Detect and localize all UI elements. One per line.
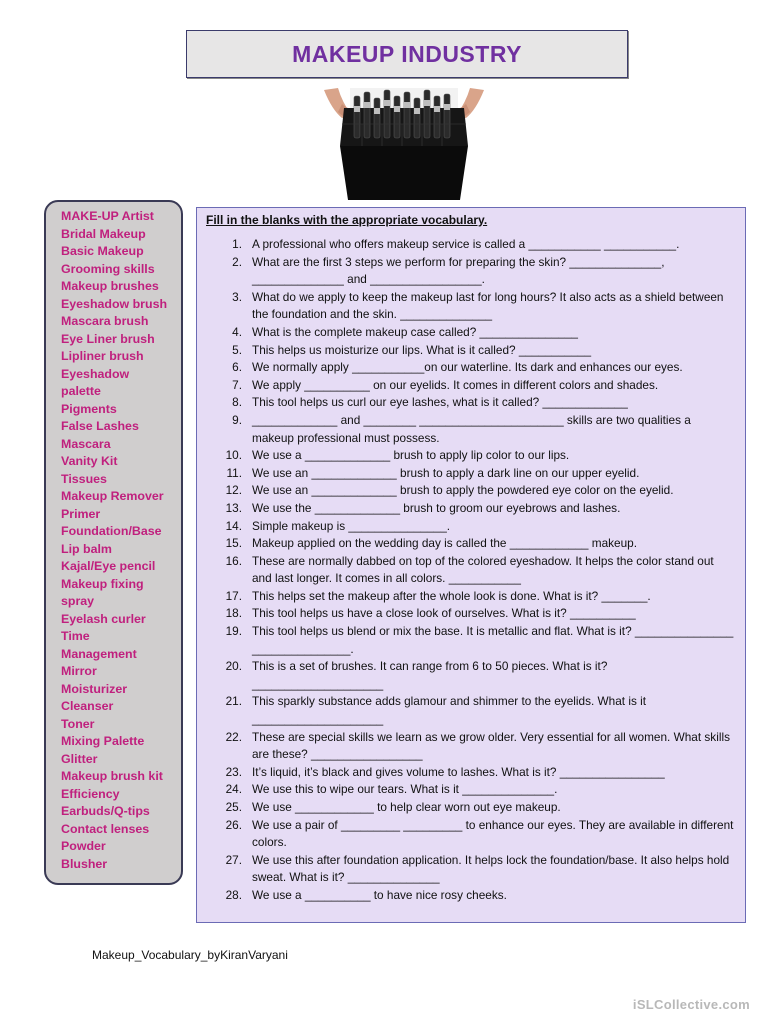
question-number: 2. (232, 254, 242, 269)
vocab-item: Mixing Palette (61, 734, 145, 748)
question-text: This helps set the makeup after the whole look is done. What is it? _______. (252, 588, 651, 603)
question-number: 10. (225, 448, 242, 463)
question-text: What are the first 3 steps we perform for preparing the skin? ______________, ______________ and _________________. (252, 254, 665, 287)
question-text: We use an _____________ brush to apply the powdered eye color on the eyelid. (252, 483, 674, 498)
question-text: We use a _____________ brush to apply lip color to our lips. (252, 448, 570, 463)
question-text: This tool helps us have a close look of ourselves. What is it? __________ (252, 606, 636, 621)
question-item (206, 693, 736, 728)
vocab-item: Efficiency (61, 786, 120, 801)
question-item (206, 605, 736, 623)
vocab-item: Makeup fixing (61, 576, 144, 591)
question-item (206, 377, 736, 395)
question-number: 21. (225, 694, 242, 709)
question-text: Simple makeup is _______________. (252, 518, 451, 533)
question-item (206, 447, 736, 465)
vocabulary-list (61, 208, 181, 873)
vocab-item: Lip balm (61, 541, 112, 556)
question-number: 25. (225, 800, 242, 814)
vocab-item: Kajal/Eye pencil (61, 559, 156, 573)
question-number: 17. (225, 588, 242, 603)
question-item (206, 817, 736, 852)
vocab-item: Grooming skills (61, 261, 155, 276)
vocab-item: MAKE-UP Artist (61, 209, 154, 223)
question-item (206, 289, 736, 324)
question-item (206, 482, 736, 500)
vocab-item: Vanity Kit (61, 454, 118, 468)
question-text: We use a __________ to have nice rosy cheeks. (252, 887, 507, 902)
question-number: 12. (225, 483, 242, 498)
vocab-item: Cleanser (61, 699, 114, 713)
vocab-item: Contact lenses (61, 821, 150, 836)
question-item (206, 518, 736, 536)
footer-credit: Makeup_Vocabulary_byKiranVaryani (92, 948, 288, 962)
question-number: 16. (225, 553, 242, 568)
vocab-item: Primer (61, 506, 101, 521)
vocab-item: Makeup Remover (61, 489, 164, 503)
question-item (206, 623, 736, 658)
question-number: 26. (225, 817, 242, 832)
question-number: 27. (225, 852, 242, 867)
question-number: 28. (225, 887, 242, 902)
question-item (206, 588, 736, 606)
vocab-item: Blusher (61, 856, 108, 871)
question-number: 19. (225, 624, 242, 639)
question-number: 22. (225, 729, 242, 744)
question-number: 3. (232, 289, 242, 304)
question-item (206, 342, 736, 360)
vocab-item: Powder (61, 839, 106, 853)
vocab-item: Makeup brushes (61, 279, 159, 293)
question-text: This sparkly substance adds glamour and shimmer to the eyelids. What is it ____________________ (252, 694, 647, 727)
vocab-item: Time (61, 629, 90, 643)
question-item (206, 887, 736, 905)
page-title: MAKEUP INDUSTRY (292, 41, 522, 67)
question-text: A professional who offers makeup service is called a ___________ ___________. (252, 237, 680, 251)
question-number: 15. (225, 536, 242, 551)
vocab-item: Glitter (61, 751, 98, 766)
question-number: 20. (225, 659, 242, 674)
question-item (206, 535, 736, 553)
question-number: 8. (232, 395, 242, 410)
question-text: Makeup applied on the wedding day is called the ____________ makeup. (252, 536, 637, 551)
vocabulary-list-box (44, 200, 183, 885)
question-number: 13. (225, 500, 242, 515)
makeup-brush-belt-image (320, 88, 488, 200)
vocab-item: Management (61, 646, 137, 661)
question-list (206, 236, 736, 905)
question-text: We use ____________ to help clear worn out eye makeup. (252, 800, 561, 814)
question-text: This tool helps us curl our eye lashes, what is it called? _____________ (252, 395, 628, 410)
question-number: 9. (232, 412, 242, 427)
vocab-item: Makeup brush kit (61, 769, 163, 783)
vocab-item: Eyeshadow (61, 366, 130, 381)
site-watermark: iSLCollective.com (632, 997, 750, 1012)
question-text: We use a pair of _________ _________ to enhance our eyes. They are available in different colors. (252, 817, 734, 850)
vocab-item: Pigments (61, 401, 117, 416)
vocab-item: Moisturizer (61, 681, 128, 696)
question-item (206, 254, 736, 289)
question-number: 11. (226, 465, 242, 480)
vocab-item: Eyelash curler (61, 611, 146, 626)
vocab-item: Earbuds/Q-tips (61, 804, 150, 818)
question-number: 14. (225, 518, 242, 533)
question-number: 24. (225, 782, 242, 797)
vocab-item: palette (61, 384, 101, 398)
question-text: We use the _____________ brush to groom our eyebrows and lashes. (252, 500, 621, 515)
question-item (206, 658, 736, 693)
question-number: 18. (225, 606, 242, 621)
vocab-item: spray (61, 594, 95, 608)
question-text: This is a set of brushes. It can range from 6 to 50 pieces. What is it? ____________________ (252, 659, 608, 691)
question-text: We use this to wipe our tears. What is it ______________. (252, 782, 558, 797)
question-number: 5. (232, 342, 242, 357)
vocab-item: Mascara (61, 436, 111, 451)
question-text: These are special skills we learn as we grow older. Very essential for all women. What skills are these? _________________ (252, 729, 730, 762)
question-text: This tool helps us blend or mix the base. It is metallic and flat. What is it? _______________ _______________. (252, 624, 734, 656)
question-item (206, 324, 736, 342)
questions-box (196, 207, 746, 923)
question-text: _____________ and ________ ______________________ skills are two qualities a makeup professional must possess. (252, 412, 691, 445)
question-item (206, 394, 736, 412)
instructions: Fill in the blanks with the appropriate vocabulary. (206, 213, 488, 227)
vocab-item: Mirror (61, 664, 97, 678)
question-item (206, 359, 736, 377)
question-number: 4. (232, 324, 242, 339)
question-item (206, 500, 736, 518)
question-text: These are normally dabbed on top of the colored eyeshadow. It helps the color stand out and last longer. It comes in all colors. ___________ (252, 553, 714, 586)
question-number: 1. (232, 237, 242, 251)
vocab-item: Lipliner brush (61, 349, 144, 363)
question-item (206, 412, 736, 447)
question-item (206, 781, 736, 799)
question-item (206, 729, 736, 764)
question-text: We normally apply ___________on our waterline. Its dark and enhances our eyes. (252, 360, 683, 375)
question-item (206, 764, 736, 782)
vocab-item: False Lashes (61, 419, 139, 433)
question-text: What is the complete makeup case called? _______________ (252, 324, 578, 339)
question-text: What do we apply to keep the makeup last for long hours? It also acts as a shield between the foundation and the skin. ______________ (252, 289, 724, 322)
question-text: It’s liquid, it’s black and gives volume to lashes. What is it? ________________ (252, 764, 665, 779)
vocab-item: Toner (61, 716, 95, 731)
question-item (206, 852, 736, 887)
vocab-item: Foundation/Base (61, 524, 162, 538)
question-text: We use this after foundation application. It helps lock the foundation/base. It also helps hold sweat. What is it? ______________ (252, 852, 730, 885)
vocab-item: Bridal Makeup (61, 226, 146, 241)
question-text: We use an _____________ brush to apply a dark line on our upper eyelid. (252, 465, 640, 480)
question-number: 6. (232, 360, 242, 375)
vocab-item: Basic Makeup (61, 244, 144, 258)
question-item (206, 799, 736, 817)
question-text: This helps us moisturize our lips. What is it called? ___________ (252, 342, 592, 357)
vocab-item: Mascara brush (61, 314, 149, 328)
title-box (186, 30, 628, 78)
vocab-item: Tissues (61, 471, 107, 486)
question-item (206, 236, 736, 254)
vocab-item: Eye Liner brush (61, 331, 155, 346)
question-number: 23. (225, 764, 242, 779)
question-item (206, 465, 736, 483)
question-number: 7. (232, 377, 242, 392)
question-item (206, 553, 736, 588)
vocab-item: Eyeshadow brush (61, 296, 168, 311)
question-text: We apply __________ on our eyelids. It comes in different colors and shades. (252, 377, 659, 392)
